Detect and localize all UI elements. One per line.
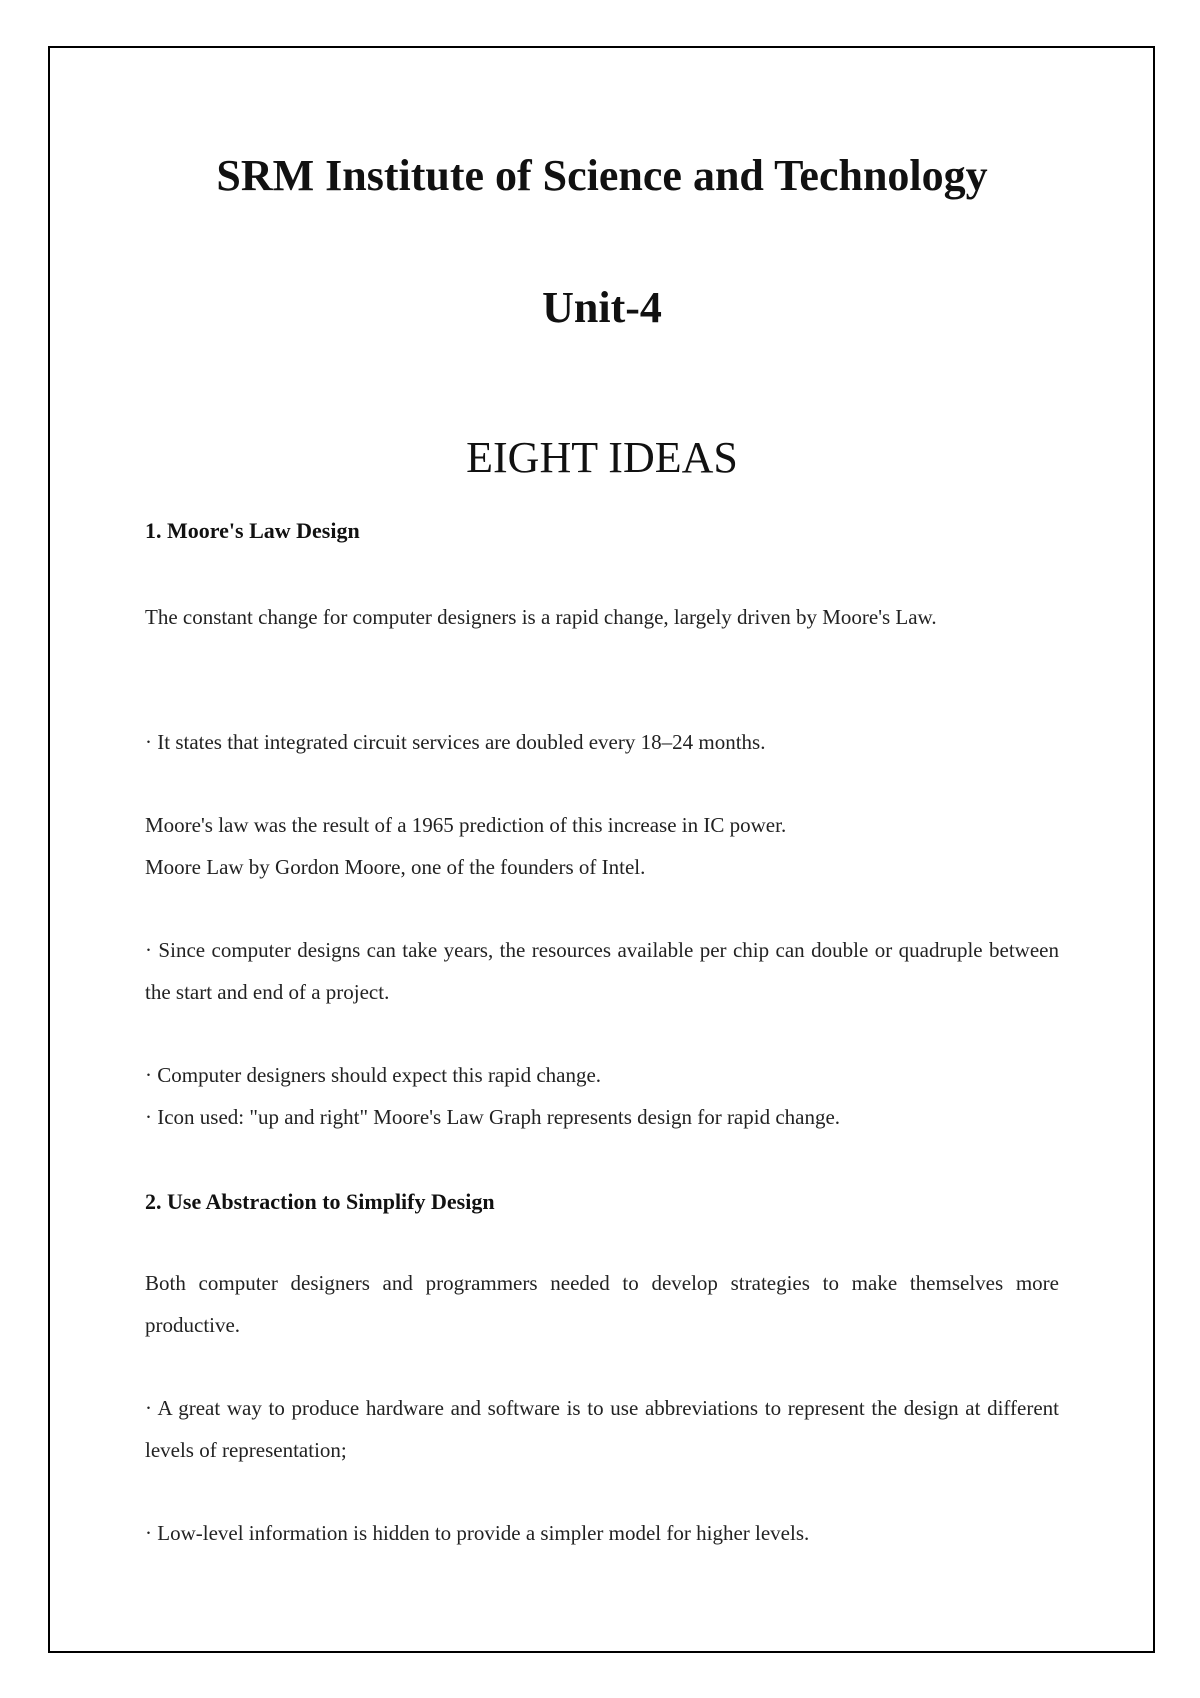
bullet-paragraph: · Since computer designs can take years, the resources available per chip can double or quadruple between the start and end of a project. [145, 938, 1059, 1004]
bullet-paragraph: · A great way to produce hardware and software is to use abbreviations to represent the design at different levels of representation; [145, 1396, 1059, 1462]
section-heading-abstraction: 2. Use Abstraction to Simplify Design [145, 1189, 495, 1214]
bullet-paragraph: · It states that integrated circuit services are doubled every 18–24 months. [145, 730, 766, 754]
main-heading: EIGHT IDEAS [466, 433, 738, 482]
paragraph: Moore Law by Gordon Moore, one of the founders of Intel. [145, 855, 646, 879]
bullet-paragraph: · Icon used: "up and right" Moore's Law Graph represents design for rapid change. [145, 1105, 841, 1129]
paragraph: The constant change for computer designers is a rapid change, largely driven by Moore's Law. [145, 605, 937, 629]
bullet-paragraph: · Computer designers should expect this rapid change. [145, 1063, 602, 1087]
paragraph: Both computer designers and programmers needed to develop strategies to make themselves more productive. [145, 1271, 1059, 1337]
paragraph: Moore's law was the result of a 1965 prediction of this increase in IC power. [145, 813, 787, 837]
bullet-paragraph: · Low-level information is hidden to provide a simpler model for higher levels. [145, 1521, 810, 1545]
section-heading-moores-law: 1. Moore's Law Design [145, 518, 360, 543]
unit-title: Unit-4 [542, 283, 662, 332]
institute-title: SRM Institute of Science and Technology [216, 151, 988, 200]
